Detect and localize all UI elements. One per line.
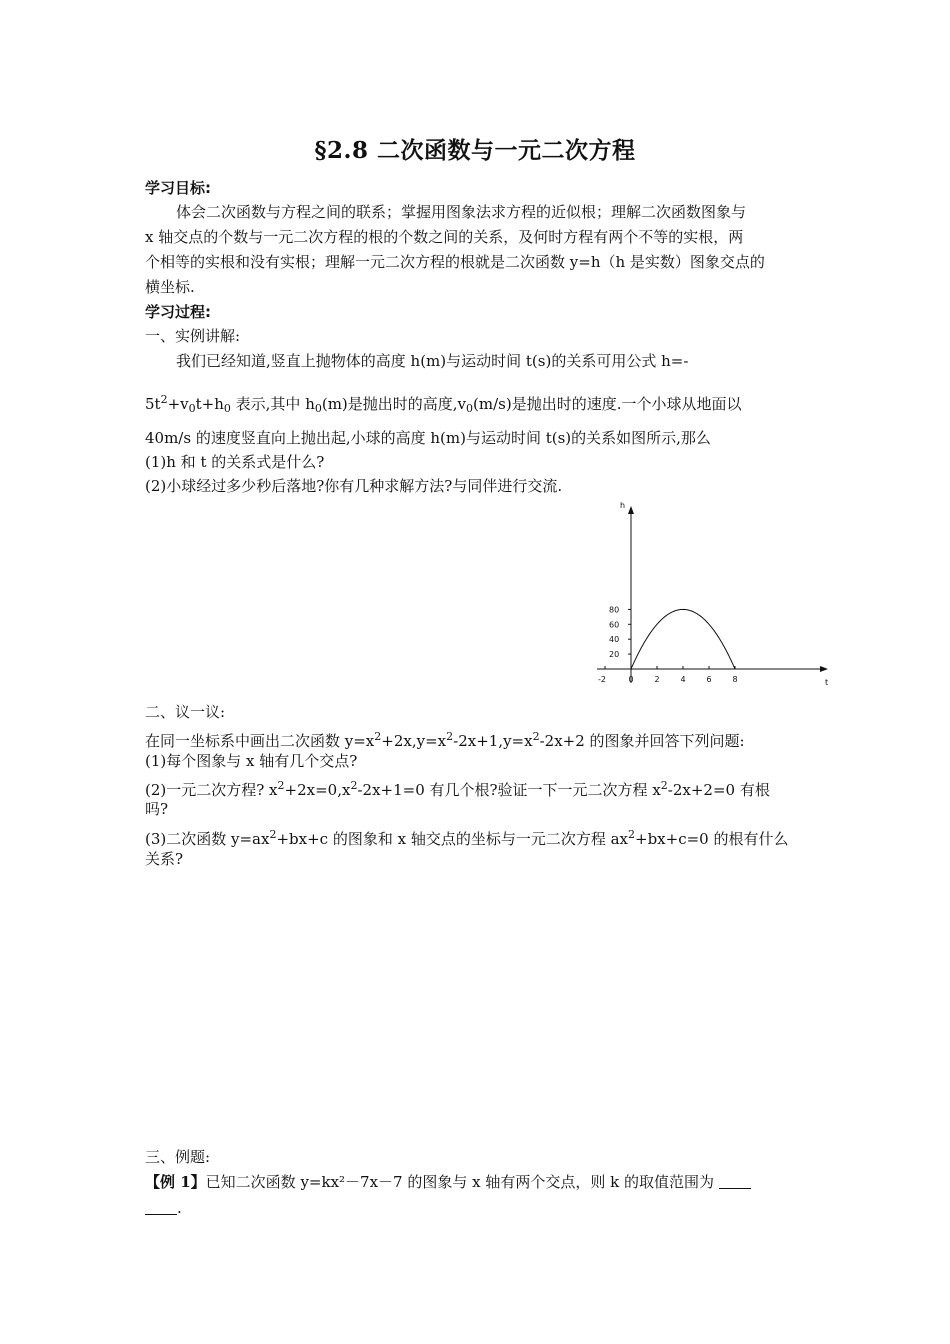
x-axis-label: t (825, 678, 829, 687)
section2-question-3-cont: 关系? (145, 850, 184, 868)
objectives-line-4: 横坐标. (145, 278, 195, 296)
x-axis-arrow (820, 666, 828, 672)
section2-question-3: (3)二次函数 $y=ax^2+bx+c$ 的图象和 x 轴交点的坐标与一元二次方程 $ax^2+bx+c=0$ 的根有什么 (145, 828, 789, 848)
height-time-chart (592, 498, 837, 693)
y-tick-label: 40 (609, 635, 620, 645)
section1-line-1: 我们已经知道,竖直上抛物体的高度 h(m)与运动时间 t(s)的关系可用公式 h=- (176, 352, 689, 370)
example-1-cont: . (145, 1196, 182, 1220)
x-tick-label: 8 (732, 675, 738, 684)
y-tick-label: 80 (609, 605, 620, 615)
answer-blank (719, 1174, 751, 1189)
answer-blank-cont (145, 1200, 177, 1215)
section2-intro: 在同一坐标系中画出二次函数 $y=x^2+2x,y=x^2-2x+1,y=x^2-2x+2$ 的图象并回答下列问题: (145, 730, 745, 750)
section1-question-1: (1)h 和 t 的关系式是什么? (145, 453, 325, 471)
objectives-heading: 学习目标: (145, 179, 211, 197)
example-1 (145, 1170, 751, 1194)
objectives-line-1: 体会二次函数与方程之间的联系；掌握用图象法求方程的近似根；理解二次函数图象与 (176, 203, 747, 221)
section2-question-1: (1)每个图象与 x 轴有几个交点? (145, 752, 358, 770)
process-heading: 学习过程: (145, 303, 211, 321)
section1-line-2: $5t^2+v_0t+h_0$ 表示,其中 $h_0(m)$是抛出时的高度$,v_0(m/s)$是抛出时的速度.一个小球从地面以 (145, 393, 742, 415)
y-tick-label: 20 (609, 650, 620, 660)
section1-line-3: 40m/s 的速度竖直向上抛出起,小球的高度 h(m)与运动时间 t(s)的关系如图所示,那么 (145, 429, 711, 447)
example-1-text: 已知二次函数 y=kx²－7x－7 的图象与 x 轴有两个交点，则 k 的取值范围为 (205, 1173, 714, 1191)
y-tick-label: 60 (609, 620, 620, 630)
series-curve (631, 609, 735, 669)
example-1-tag: 【例 1】 (145, 1173, 206, 1191)
section2-question-2-cont: 吗? (145, 800, 169, 818)
x-tick-label: 4 (680, 675, 686, 684)
objectives-line-2: x 轴交点的个数与一元二次方程的根的个数之间的关系，及何时方程有两个不等的实根，两 (145, 228, 744, 246)
section3-heading: 三、例题: (145, 1148, 211, 1166)
section1-heading: 一、实例讲解: (145, 327, 241, 345)
page-title: §2.8 二次函数与一元二次方程 (314, 137, 636, 164)
x-tick-label: 6 (706, 675, 712, 684)
section2-question-2: (2)一元二次方程? $x^2+2x=0,x^2-2x+1=0$ 有几个根?验证一下一元二次方程 $x^2-2x+2=0$ 有根 (145, 779, 770, 799)
section1-question-2: (2)小球经过多少秒后落地?你有几种求解方法?与同伴进行交流. (145, 477, 563, 495)
y-axis-label: h (620, 501, 626, 510)
section2-heading: 二、议一议: (145, 703, 226, 721)
x-tick-label: -2 (598, 675, 606, 684)
y-axis-arrow (628, 506, 634, 514)
x-tick-label: 2 (654, 675, 660, 684)
x-tick-label: 0 (628, 675, 634, 684)
objectives-line-3: 个相等的实根和没有实根；理解一元二次方程的根就是二次函数 y=h（h 是实数）图象交点的 (145, 253, 765, 271)
